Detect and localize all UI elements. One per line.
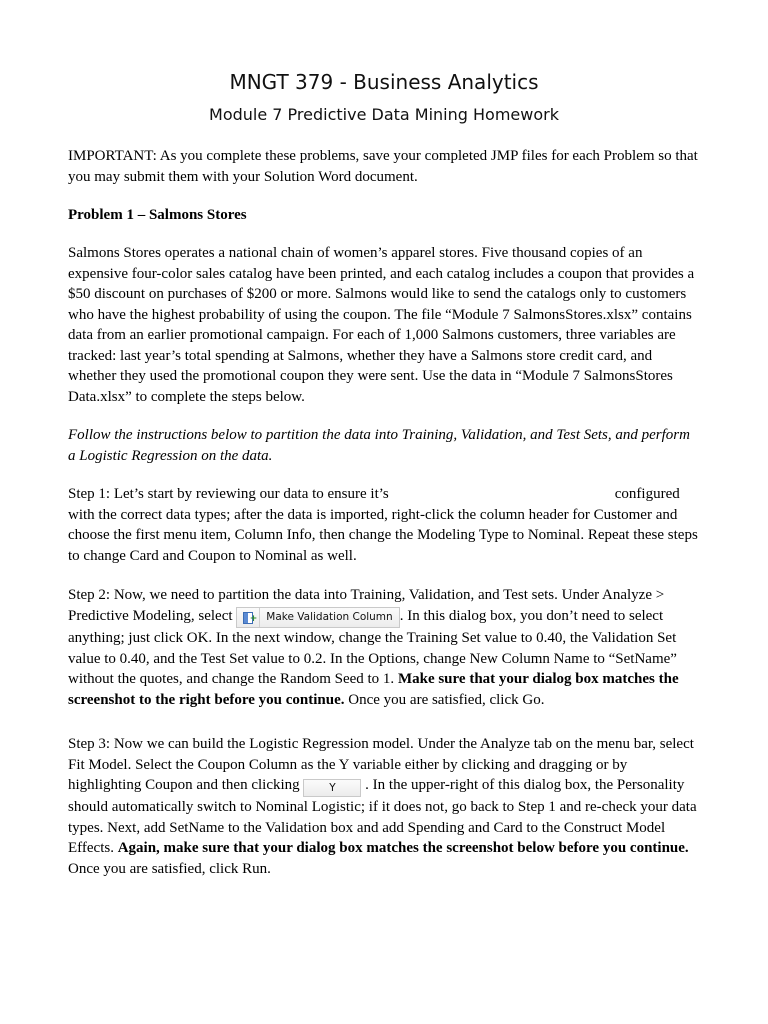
step1-text-b: configured with the correct data types; after the data is imported, right-click the column header for Customer and choose the first menu item, Column Info, then change the Modeling Type to Nominal. Repeat these steps to change Card and Coupon to Nominal as well. — [68, 486, 698, 564]
document-title: MNGT 379 - Business Analytics — [229, 70, 539, 94]
step3-paragraph — [68, 734, 700, 879]
problem-heading: Problem 1 – Salmons Stores — [68, 207, 247, 223]
step2-bold-text: Make sure that your dialog box matches the screenshot to the right before you continue. — [68, 671, 679, 708]
step2-text-c: Once you are satisfied, click Go. — [348, 691, 545, 708]
step1-text-a: Step 1: Let’s start by reviewing our data to ensure it’s — [68, 486, 389, 502]
step3-text-b: . In the upper-right of this dialog box, the Personality should automatically switch to Nominal Logistic; if it does not, go back to Step 1 and re-check your data types. Next, add SetName to the Validation box and add Spending and Card to the Construct Model Effects. — [68, 777, 697, 857]
step2-text-a: Step 2: Now, we need to partition the data into Training, Validation, and Test sets. Under Analyze > Predictive Modeling, select — [68, 587, 665, 624]
y-role-label: Y — [329, 782, 336, 794]
make-validation-column-label: Make Validation Column — [266, 611, 393, 624]
step1-paragraph — [68, 484, 700, 566]
step3-text-a: Step 3: Now we can build the Logistic Regression model. Under the Analyze tab on the menu bar, select Fit Model. Select the Coupon Column as the Y variable either by clicking and dragging or by highlighting Coupon and then clicking — [68, 736, 694, 793]
document-subtitle: Module 7 Predictive Data Mining Homework — [209, 105, 559, 124]
important-note: IMPORTANT: As you complete these problems, save your completed JMP files for each Problem so that you may submit them with your Solution Word document. — [68, 148, 698, 185]
step2-text-b: . In this dialog box, you don’t need to select anything; just click OK. In the next window, change the Training Set value to 0.40, the Validation Set value to 0.40, and the Test Set value to 0.2. In the Options, change New Column Name to “SetName” without the quotes, and change the Random Seed to 1. — [68, 607, 677, 687]
step3-text-c: Once you are satisfied, click Run. — [68, 860, 271, 877]
instructions-paragraph: Follow the instructions below to partition the data into Training, Validation, and Test Sets, and perform a Logistic Regression on the data. — [68, 427, 690, 464]
step2-paragraph — [68, 585, 700, 710]
step3-bold-text: Again, make sure that your dialog box matches the screenshot below before you continue. — [117, 840, 689, 857]
make-validation-column-button — [236, 607, 399, 628]
y-role-button — [303, 779, 361, 797]
problem-intro: Salmons Stores operates a national chain of women’s apparel stores. Five thousand copies of an expensive four-color sales catalog have been printed, and each catalog includes a coupon that provides a $50 discount on purchases of $200 or more. Salmons would like to send the catalogs only to customers who have the highest probability of using the coupon. The file “Module 7 SalmonsStores.xlsx” contains data from an earlier promotional campaign. For each of 1,000 Salmons customers, three variables are tracked: last year’s total spending at Salmons, whether they have a Salmons store credit card, and whether they used the promotional coupon they were sent. Use the data in “Module 7 SalmonsStores Data.xlsx” to complete the steps below. — [68, 245, 695, 405]
validation-column-icon: + — [237, 608, 260, 627]
